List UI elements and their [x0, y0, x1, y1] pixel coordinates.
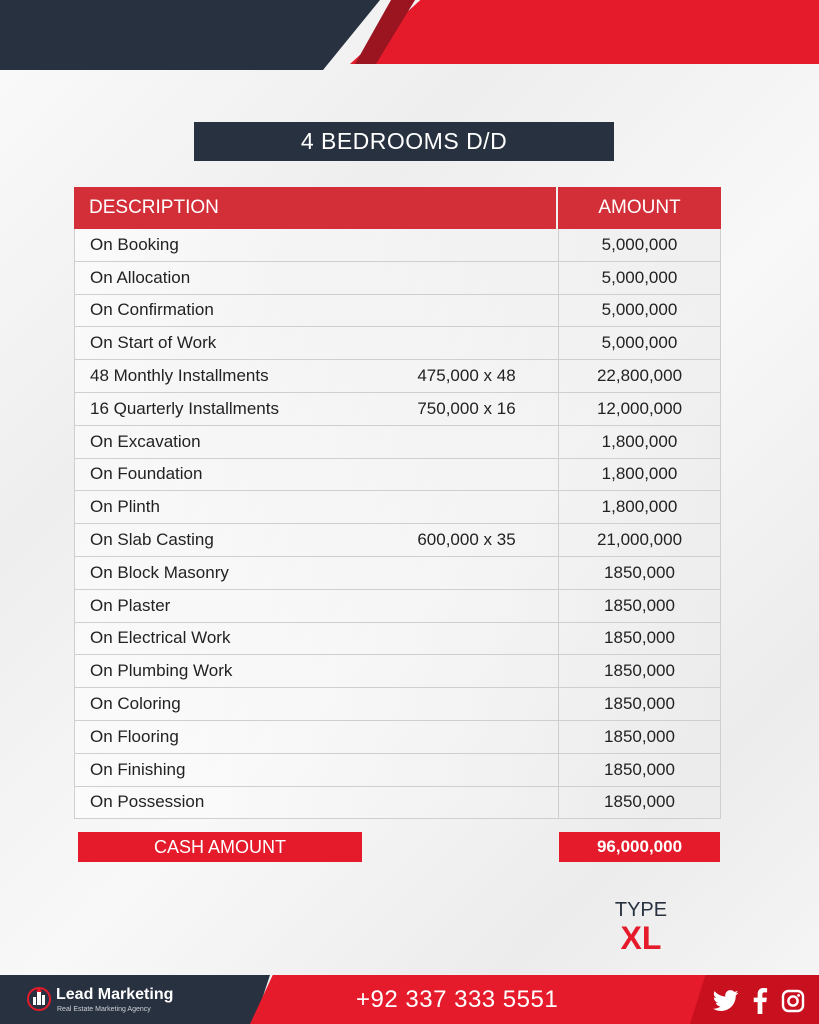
table-row	[74, 524, 721, 557]
row-amount: 5,000,000	[601, 234, 678, 254]
facebook-icon[interactable]	[747, 988, 773, 1014]
table-row	[74, 459, 721, 492]
table-row	[74, 754, 721, 787]
row-detail	[375, 623, 559, 655]
row-detail	[375, 262, 559, 294]
row-amount: 1,800,000	[601, 431, 678, 451]
top-banner	[0, 0, 819, 70]
table-row	[74, 360, 721, 393]
row-description: On Possession	[90, 792, 205, 812]
row-detail	[375, 787, 559, 819]
table-header	[74, 187, 721, 229]
row-description: On Slab Casting	[90, 530, 214, 550]
row-detail	[375, 459, 559, 491]
row-description: On Coloring	[90, 694, 181, 714]
top-banner-red-shape	[350, 0, 819, 64]
table-row	[74, 327, 721, 360]
row-detail	[375, 688, 559, 720]
row-amount: 1850,000	[604, 726, 675, 746]
row-description: On Excavation	[90, 431, 201, 451]
row-amount: 1850,000	[604, 694, 675, 714]
row-description: On Booking	[90, 234, 179, 254]
row-detail: 600,000 x 35	[375, 524, 559, 556]
row-description: 16 Quarterly Installments	[90, 398, 279, 418]
row-description: On Allocation	[90, 267, 191, 287]
row-amount: 5,000,000	[601, 300, 678, 320]
row-description: On Confirmation	[90, 300, 214, 320]
row-amount: 12,000,000	[596, 398, 683, 418]
type-label: TYPE	[614, 899, 668, 921]
table-row	[74, 393, 721, 426]
row-detail	[375, 590, 559, 622]
lead-marketing-logo-icon	[27, 985, 51, 1013]
row-description: On Plaster	[90, 595, 171, 615]
table-row	[74, 426, 721, 459]
twitter-icon[interactable]	[713, 988, 739, 1014]
table-row	[74, 623, 721, 656]
table-row	[74, 229, 721, 262]
brand-tagline: Real Estate Marketing Agency	[57, 1006, 151, 1013]
row-amount: 5,000,000	[601, 333, 678, 353]
row-detail	[375, 491, 559, 523]
row-amount: 21,000,000	[596, 530, 683, 550]
row-detail	[375, 754, 559, 786]
row-description: On Start of Work	[90, 333, 217, 353]
row-detail	[375, 557, 559, 589]
row-detail: 750,000 x 16	[375, 393, 559, 425]
table-row	[74, 590, 721, 623]
row-description: On Plinth	[90, 497, 160, 517]
instagram-icon[interactable]	[780, 988, 806, 1014]
row-detail	[375, 229, 559, 261]
type-value: XL	[620, 920, 662, 956]
table-row	[74, 688, 721, 721]
row-description: 48 Monthly Installments	[90, 366, 269, 386]
table-row	[74, 295, 721, 328]
row-amount: 1850,000	[604, 792, 675, 812]
table-row	[74, 262, 721, 295]
row-description: On Electrical Work	[90, 628, 231, 648]
header-description: DESCRIPTION	[74, 187, 558, 229]
row-detail	[375, 655, 559, 687]
row-amount: 1,800,000	[601, 497, 678, 517]
row-detail	[375, 721, 559, 753]
table-row	[74, 557, 721, 590]
row-detail	[375, 426, 559, 458]
row-description: On Plumbing Work	[90, 661, 233, 681]
row-amount: 1,800,000	[601, 464, 678, 484]
phone-number[interactable]: +92 337 333 5551	[356, 986, 559, 1013]
row-amount: 1850,000	[604, 562, 675, 582]
brand-name: Lead Marketing	[56, 986, 174, 1003]
table-body	[74, 229, 721, 819]
row-description: On Foundation	[90, 464, 203, 484]
table-row	[74, 491, 721, 524]
payment-plan-table	[74, 187, 721, 819]
row-amount: 1850,000	[604, 595, 675, 615]
row-detail	[375, 295, 559, 327]
row-amount: 1850,000	[604, 661, 675, 681]
row-amount: 1850,000	[604, 628, 675, 648]
row-detail: 475,000 x 48	[375, 360, 559, 392]
row-description: On Block Masonry	[90, 562, 229, 582]
page-title: 4 BEDROOMS D/D	[194, 122, 614, 161]
row-description: On Flooring	[90, 726, 179, 746]
table-row	[74, 721, 721, 754]
row-detail	[375, 327, 559, 359]
row-amount: 1850,000	[604, 759, 675, 779]
cash-amount-value: 96,000,000	[559, 832, 720, 862]
top-banner-dark-shape	[0, 0, 380, 70]
table-row	[74, 655, 721, 688]
table-row	[74, 787, 721, 820]
row-amount: 22,800,000	[596, 366, 683, 386]
row-description: On Finishing	[90, 759, 186, 779]
row-amount: 5,000,000	[601, 267, 678, 287]
header-amount: AMOUNT	[598, 197, 681, 218]
cash-amount-label: CASH AMOUNT	[78, 832, 362, 862]
